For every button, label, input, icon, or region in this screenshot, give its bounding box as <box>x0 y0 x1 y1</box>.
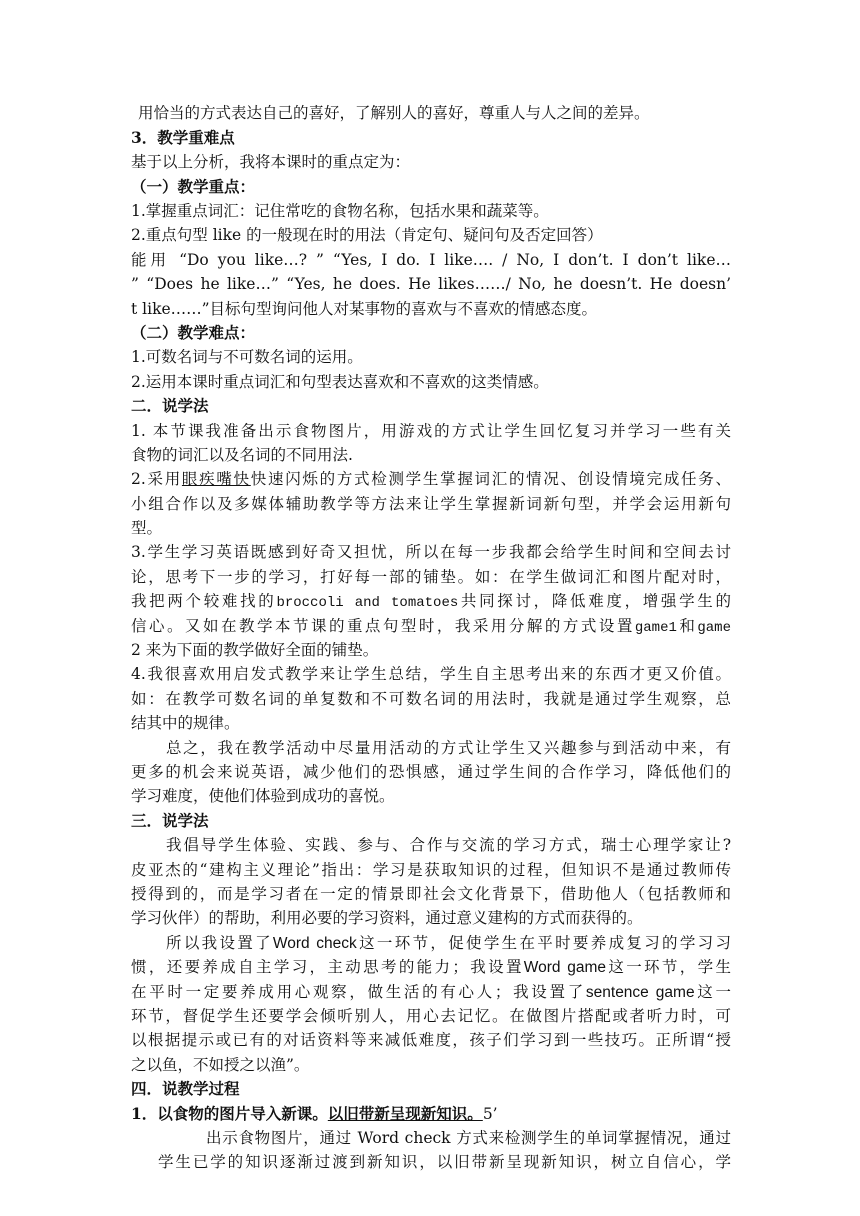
paragraph-line-indented: 出示食物图片，通过 Word check 方式来检测学生的单词掌握情况，通过 <box>206 1129 731 1147</box>
paragraph-line: 食物的词汇以及名词的不同用法. <box>131 446 353 464</box>
section-heading-teaching-process: 四．说教学过程 <box>131 1079 240 1098</box>
paragraph-line: 之以鱼，不如授之以渔”。 <box>131 1056 310 1074</box>
paragraph-line: 学习伙伴）的帮助，利用必要的学习资料，通过意义建构的方式而获得的。 <box>131 909 643 927</box>
list-item: 2.重点句型 like 的一般现在时的用法（肯定句、疑问句及否定回答） <box>131 226 603 244</box>
paragraph-line: 更多的机会来说英语，减少他们的恐惧感，通过学生间的合作学习，降低他们的 <box>131 763 731 781</box>
subheading-difficulties: （二）教学难点： <box>131 323 256 342</box>
paragraph-line: ” “Does he like…” “Yes, he does. He likes……/ No, he doesn’t. He doesn’ <box>131 275 731 293</box>
paragraph-line: 学生已学的知识逐渐过渡到新知识，以旧带新呈现新知识，树立自信心，学 <box>158 1153 731 1171</box>
paragraph-line-indented: 我倡导学生体验、实践、参与、合作与交流的学习方式，瑞士心理学家让? <box>166 836 731 854</box>
paragraph-line: 1. 本节课我准备出示食物图片，用游戏的方式让学生回忆复习并学习一些有关 <box>131 422 731 440</box>
list-item: 1.可数名词与不可数名词的运用。 <box>131 348 363 366</box>
paragraph-line: 我把两个较难找的broccoli and tomatoes共同探讨，降低难度，增强学生的 <box>131 592 731 611</box>
paragraph-line: 皮亚杰的“建构主义理论”指出：学习是获取知识的过程，但知识不是通过教师传 <box>131 861 731 879</box>
underlined-phrase: 以旧带新呈现新知识。 <box>327 1104 483 1123</box>
paragraph-line: 小组合作以及多媒体辅助教学等方法来让学生掌握新词新句型，并学会运用新句 <box>131 495 731 513</box>
paragraph-line: 环节，督促学生还要学会倾听别人，用心去记忆。在做图片搭配或者听力时，可 <box>131 1007 731 1025</box>
paragraph-line: 2.采用眼疾嘴快快速闪烁的方式检测学生掌握词汇的情况、创设情境完成任务、 <box>131 470 731 488</box>
paragraph-line: 如：在教学可数名词的单复数和不可数名词的用法时，我就是通过学生观察，总 <box>131 690 731 708</box>
paragraph-line-indented: 总之，我在教学活动中尽量用活动的方式让学生又兴趣参与到活动中来，有 <box>166 739 731 757</box>
paragraph-line: t like……”目标句型询问他人对某事物的喜欢与不喜欢的情感态度。 <box>131 300 598 318</box>
paragraph-line: 基于以上分析，我将本课时的重点定为： <box>131 153 411 171</box>
underlined-term: 眼疾嘴快 <box>181 470 251 488</box>
list-item: 1.掌握重点词汇：记住常吃的食物名称，包括水果和蔬菜等。 <box>131 202 549 220</box>
step-heading: 1．以食物的图片导入新课。以旧带新呈现新知识。5’ <box>131 1104 498 1123</box>
section-heading-learning-methods: 二．说学法 <box>131 396 209 415</box>
paragraph-line: 在平时一定要养成用心观察，做生活的有心人；我设置了sentence game这一 <box>131 983 731 1001</box>
paragraph-line: 结其中的规律。 <box>131 714 240 732</box>
paragraph-line: 论，思考下一步的学习，打好每一部的铺垫。如：在学生做词汇和图片配对时， <box>131 568 731 586</box>
paragraph-line: 3.学生学习英语既感到好奇又担忧，所以在每一步我都会给学生时间和空间去讨 <box>131 543 731 561</box>
paragraph-line: 学习难度，使他们体验到成功的喜悦。 <box>131 787 395 805</box>
list-item: 2.运用本课时重点词汇和句型表达喜欢和不喜欢的这类情感。 <box>131 373 549 391</box>
paragraph-line: 2 来为下面的教学做好全面的铺垫。 <box>131 641 379 659</box>
paragraph-line: 4.我很喜欢用启发式教学来让学生总结，学生自主思考出来的东西才更又价值。 <box>131 665 731 683</box>
paragraph-line: 型。 <box>131 519 163 537</box>
paragraph-line: 以根据提示或已有的对话资料等来减低难度，孩子们学习到一些技巧。正所谓“授 <box>131 1031 731 1049</box>
subheading-key-points: （一）教学重点： <box>131 177 256 196</box>
paragraph-line-indented: 所以我设置了Word check这一环节，促使学生在平时要养成复习的学习习 <box>166 934 731 952</box>
section-heading-learning-methods-2: 三．说学法 <box>131 811 209 830</box>
paragraph-line: 授得到的，而是学习者在一定的情景即社会文化背景下，借助他人（包括教师和 <box>131 885 731 903</box>
paragraph-line: 能用 “Do you like…? ” “Yes, I do. I like…. / No, I don’t. I don’t like… <box>131 251 731 269</box>
paragraph-line: 惯，还要养成自主学习，主动思考的能力；我设置Word game这一环节，学生 <box>131 958 731 976</box>
section-heading-teaching-focus: 3．教学重难点 <box>131 128 235 147</box>
intro-line: 用恰当的方式表达自己的喜好，了解别人的喜好，尊重人与人之间的差异。 <box>138 104 650 122</box>
paragraph-line: 信心。又如在教学本节课的重点句型时，我采用分解的方式设置game1和game <box>131 617 731 636</box>
